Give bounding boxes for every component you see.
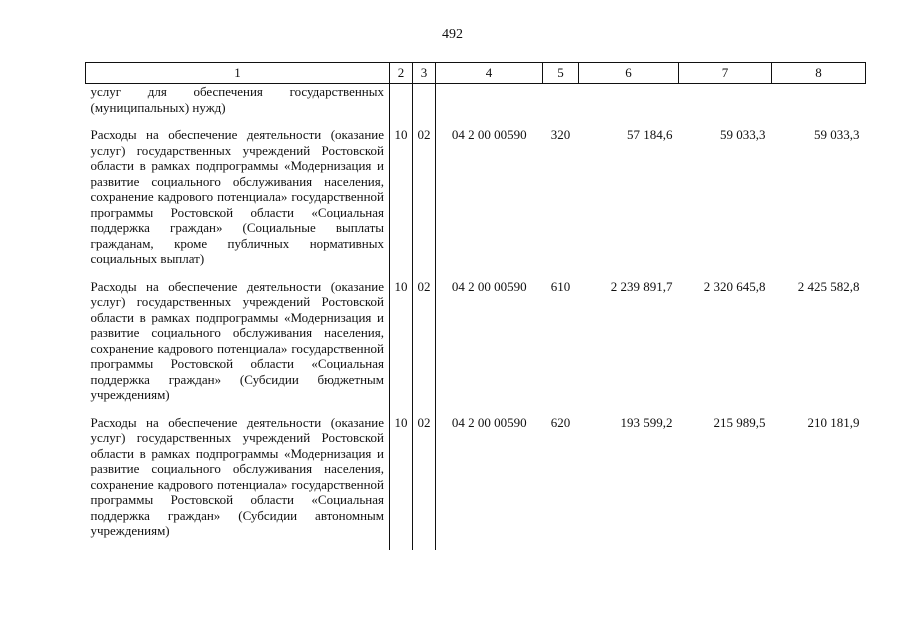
column-header-2: 2	[390, 63, 413, 84]
row-section-code: 10	[390, 414, 413, 550]
row-amount-year-2: 215 989,5	[713, 414, 766, 430]
row-subsection-code: 02	[413, 278, 436, 414]
row-subsection-code: 02	[413, 126, 436, 278]
row-description: Расходы на обеспечение деятельности (оказание услуг) государственных учреждений Ростовской области в рамках подпрограммы «Модернизация и развитие социального обслуживания населения, сохранение кадрового потенциала» государственной программы Ростовской области «Социальная поддержка граждан» (Субсидии бюджетным учреждениям)	[86, 278, 390, 414]
row-section-code: 10	[390, 278, 413, 414]
row-amount-year-3: 59 033,3	[814, 127, 860, 142]
row-amount-year-3: 210 181,9	[807, 414, 860, 430]
table-row-continuation	[86, 84, 866, 127]
row-subsection-code: 02	[413, 414, 436, 550]
row-expense-type: 320	[550, 127, 571, 142]
continuation-description: услуг для обеспечения государственных (муниципальных) нужд)	[86, 84, 390, 127]
page-number: 492	[442, 27, 463, 42]
budget-table	[85, 62, 866, 550]
column-header-8: 8	[772, 63, 866, 84]
row-section-code: 10	[390, 126, 413, 278]
row-amount-year-2: 59 033,3	[720, 127, 766, 142]
row-target-article: 04 2 00 00590	[451, 414, 527, 430]
table-header	[86, 63, 866, 84]
row-amount-year-2: 2 320 645,8	[703, 278, 766, 294]
row-target-article: 04 2 00 00590	[451, 278, 527, 294]
row-amount-year-1: 2 239 891,7	[610, 278, 673, 294]
column-header-5: 5	[543, 63, 579, 84]
row-description: Расходы на обеспечение деятельности (оказание услуг) государственных учреждений Ростовской области в рамках подпрограммы «Модернизация и развитие социального обслуживания населения, сохранение кадрового потенциала» государственной программы Ростовской области «Социальная поддержка граждан» (Субсидии автономным учреждениям)	[86, 414, 390, 550]
row-expense-type: 610	[550, 278, 571, 294]
column-header-1: 1	[86, 63, 390, 84]
table-row	[86, 414, 866, 550]
column-header-3: 3	[413, 63, 436, 84]
column-header-7: 7	[679, 63, 772, 84]
row-description: Расходы на обеспечение деятельности (оказание услуг) государственных учреждений Ростовской области в рамках подпрограммы «Модернизация и развитие социального обслуживания населения, сохранение кадрового потенциала» государственной программы Ростовской области «Социальная поддержка граждан» (Социальные выплаты гражданам, кроме публичных нормативных социальных выплат)	[86, 126, 390, 278]
row-amount-year-1: 193 599,2	[620, 414, 673, 430]
row-amount-year-1: 57 184,6	[627, 127, 673, 142]
table-row	[86, 126, 866, 278]
row-target-article: 04 2 00 00590	[451, 127, 527, 142]
row-amount-year-3: 2 425 582,8	[797, 278, 860, 294]
table-row	[86, 278, 866, 414]
column-header-6: 6	[579, 63, 679, 84]
column-header-4: 4	[436, 63, 543, 84]
row-expense-type: 620	[550, 414, 571, 430]
